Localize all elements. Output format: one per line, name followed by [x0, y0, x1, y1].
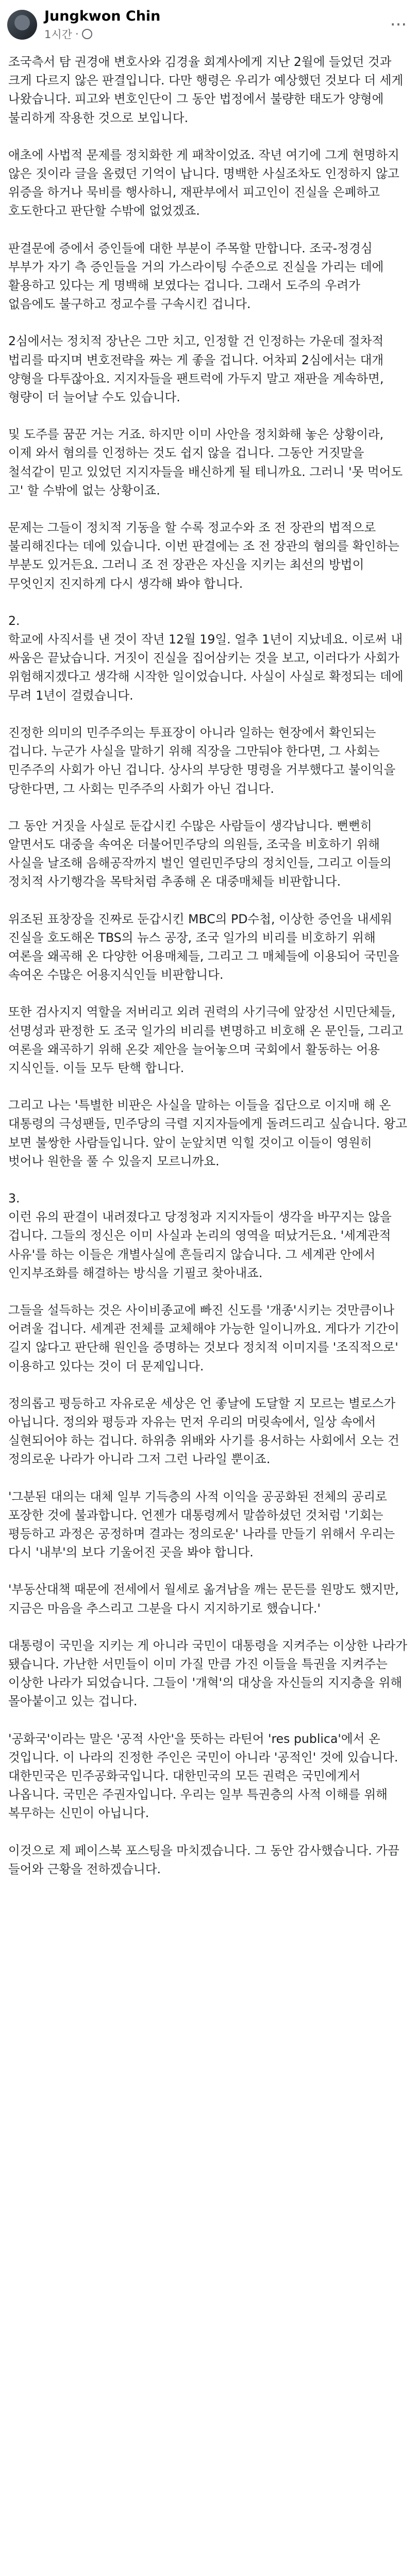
- post-paragraph: 그 동안 거짓을 사실로 둔갑시킨 수많은 사람들이 생각납니다. 뻔뻔히 알면서도 대중을 속여온 더불어민주당의 의원들, 조국을 비호하기 위해 사실을 날조해 음해공작까지 벌인 열린민주당의 정치인들, 그리고 이들의 정치적 사기행각을 목탁처럼 추종해 온 대중매체들 비판합니다.: [8, 818, 396, 889]
- post-paragraph: 2. 학교에 사직서를 낸 것이 작년 12월 19일. 얼추 1년이 지났네요. 이로써 내 싸움은 끝났습니다. 거짓이 진실을 집어삼키는 것을 보고, 이러다가 사회가 위험해지겠다고 생각해 시작한 일이었습니다. 사실이 사실로 확정되는 데에 무려 1년이 걸렸습니다.: [8, 613, 404, 703]
- post-paragraph: 정의롭고 평등하고 자유로운 세상은 언 좋날에 도달할 지 모르는 별로스가 아닙니다. 정의와 평등과 자유는 먼저 우리의 머릿속에서, 일상 속에서 실현되어야 하는 겁니다. 하위층 위배와 사기를 용서하는 사회에서 오는 건 정의로운 나라가 아니라 그저 그런 나라일 뿐이죠.: [8, 1396, 404, 1467]
- post-paragraph: 그들을 설득하는 것은 사이비종교에 빠진 신도를 '개종'시키는 것만큼이나 어려울 겁니다. 세계관 전체를 교체해야 가능한 일이니까요. 게다가 기간이 길지 않다고 판단해 원인을 증명하는 것보다 정치적 이미지를 '조직적으로' 이용하고 있다는 것이 더 문제입니다.: [8, 1302, 404, 1374]
- globe-icon: [82, 29, 92, 39]
- post-paragraph: 진정한 의미의 민주주의는 투표장이 아니라 일하는 현장에서 확인되는 겁니다. 누군가 사실을 말하기 위해 직장을 그만둬야 한다면, 그 사회는 민주주의 사회가 아닌 겁니다. 상사의 부당한 명령을 거부했다고 불이익을 당한다면, 그 사회는 민주주의 사회가 아닌 겁니다.: [8, 725, 399, 796]
- post-paragraph: 판결문에 증에서 증인들에 대한 부분이 주목할 만합니다. 조국-정경심 부부가 자기 측 증인들을 거의 가스라이팅 수준으로 진실을 가리는 데에 활용하고 있다는 게 명백해 보였다는 겁니다. 그래서 도주의 우려가 없음에도 불구하고 정교수를 구속시킨 겁니다.: [8, 241, 388, 312]
- separator-dot: ·: [75, 27, 79, 40]
- post-paragraph: 2심에서는 정치적 장난은 그만 치고, 인정할 건 인정하는 가운데 절차적 법리를 따지며 변호전략을 짜는 게 좋을 겁니다. 어차피 2심에서는 대개 양형을 다투잖아요. 지지자들을 팬트럭에 가두지 말고 재판을 계속하면, 형량이 더 늘어날 수도 있습니다.: [8, 334, 388, 405]
- post-paragraph: '부동산대책 때문에 전세에서 월세로 옮겨남을 깨는 문든를 원망도 했지만, 지금은 마음을 추스리고 그분을 다시 지지하기로 했습니다.': [8, 1582, 403, 1616]
- post-paragraph: 애초에 사법적 문제를 정치화한 게 패착이었죠. 작년 여기에 그게 현명하지 않은 짓이라 글을 올렸던 기억이 납니다. 명백한 사실조차도 인정하지 않고 위증을 하거나 묵비를 행사하니, 재판부에서 피고인이 진실을 은폐하고 호도한다고 판단할 수밖에 없었겠죠.: [8, 147, 404, 218]
- post-body: [0, 49, 418, 2576]
- author-name[interactable]: Jungkwon Chin: [44, 8, 161, 24]
- post-paragraph: '공화국'이라는 말은 '공적 사안'을 뜻하는 라틴어 'res publica'에서 온 것입니다. 이 나라의 진정한 주인은 국민이 아니라 '공적인' 것에 있습니다. 대한민국은 민주공화국입니다. 대한민국의 모든 권력은 국민에게서 나옵니다. 국민은 주권자입니다. 우리는 일부 특권층의 사적 이해를 위해 복무하는 신민이 아닙니다.: [8, 1731, 402, 1821]
- post-paragraph: 문제는 그들이 정치적 기동을 할 수록 정교수와 조 전 장관의 법적으로 불리해진다는 데에 있습니다. 이번 판결에는 조 전 장관의 혐의를 확인하는 부분도 있거든요. 그러니 조 전 장관은 자신을 지키는 최선의 방법이 무엇인지 진지하게 다시 생각해 봐야 합니다.: [8, 520, 404, 591]
- post-paragraph: 및 도주를 꿈꾼 거는 거죠. 하지만 이미 사안을 정치화해 놓은 상황이라, 이제 와서 혐의를 인정하는 것도 쉽지 않을 겁니다. 그동안 거짓말을 철석같이 믿고 있었던 지지자들을 배신하게 될 테니까요. 그러니 '못 먹어도 고' 할 수밖에 없는 상황이죠.: [8, 427, 407, 498]
- post-paragraph: 3. 이런 유의 판결이 내려졌다고 당정청과 지지자들이 생각을 바꾸지는 않을 겁니다. 그들의 정신은 이미 사실과 논리의 영역을 떠났거든요. '세계관적 사유'를 하는 이들은 개별사실에 흔들리지 않습니다. 그 세계관 안에서 인지부조화를 해결하는 방식을 기필코 찾아내죠.: [8, 1191, 392, 1280]
- post-paragraph: 또한 검사지지 역할을 저버리고 외려 권력의 사기극에 앞장선 시민단체들, 선명성과 판정한 도 조국 일가의 비리를 변명하고 비호해 온 문인들, 그리고 여론을 왜곡하기 위해 온갖 제안을 늘어놓으며 국회에서 활동하는 어용 지식인들. 이들 모두 탄핵 합니다.: [8, 1005, 407, 1075]
- post-paragraph: '그분된 대의는 대체 일부 기득층의 사적 이익을 공공화된 전체의 공리로 포장한 것에 불과합니다. 언젠가 대통령께서 말씀하셨던 것처럼 '기회는 평등하고 과정은 공정하며 결과는 정의로운' 나라를 만들기 위해서 우리는 다시 '내부'의 보다 기울어진 곳을 봐야 합니다.: [8, 1489, 399, 1560]
- post-time[interactable]: 1시간: [44, 28, 72, 41]
- more-options-button[interactable]: ···: [390, 14, 407, 35]
- post-paragraph: 그리고 나는 '특별한 비판은 사실을 말하는 이들을 집단으로 이지매 해 온 대통령의 극성팬들, 민주당의 극렬 지지자들에게 돌려드리고 싶습니다. 왕고 보면 불쌍한 사람들입니다. 앞이 눈앞치면 익힐 것이고 이들이 영원히 벗어나 원한을 풀 수 있을지 모르니까요.: [8, 1098, 411, 1168]
- post-paragraph: 조국측서 탐 권경애 변호사와 김경율 회계사에게 지난 2월에 들었던 것과 크게 다르지 않은 판결입니다. 다만 행령은 우리가 예상했던 것보다 더 세게 나왔습니다. 피고와 변호인단이 그 동안 법정에서 불량한 태도가 양형에 불리하게 작용한 것으로 보입니다.: [8, 55, 407, 125]
- post-meta: [44, 8, 386, 42]
- avatar[interactable]: [7, 10, 37, 40]
- post-paragraph: 대통령이 국민을 지키는 게 아니라 국민이 대통령을 지켜주는 이상한 나라가 됐습니다. 가난한 서민들이 이미 가질 만큼 가진 이들을 특권을 지켜주는 이상한 나라가 되었습니다. 그들이 '개혁'의 대상을 자신들의 지지층을 위해 몰아붙이고 있는 겁니다.: [8, 1638, 411, 1709]
- post-paragraph: 위조된 표창장을 진짜로 둔갑시킨 MBC의 PD수첩, 이상한 증언을 내세워 진실을 호도해온 TBS의 뉴스 공장, 조국 일가의 비리를 비호하기 위해 여론을 왜곡해 온 다양한 어용매체들, 그리고 그 매체들에 이용되어 국민을 속여온 수많은 어용지식인들 비판합니다.: [8, 911, 404, 982]
- post-header: [0, 0, 418, 49]
- post-subline: [44, 26, 386, 42]
- post-paragraph: 이것으로 제 페이스북 포스팅을 마치겠습니다. 그 동안 감사했습니다. 가끔 들어와 근황을 전하겠습니다.: [8, 1843, 404, 1876]
